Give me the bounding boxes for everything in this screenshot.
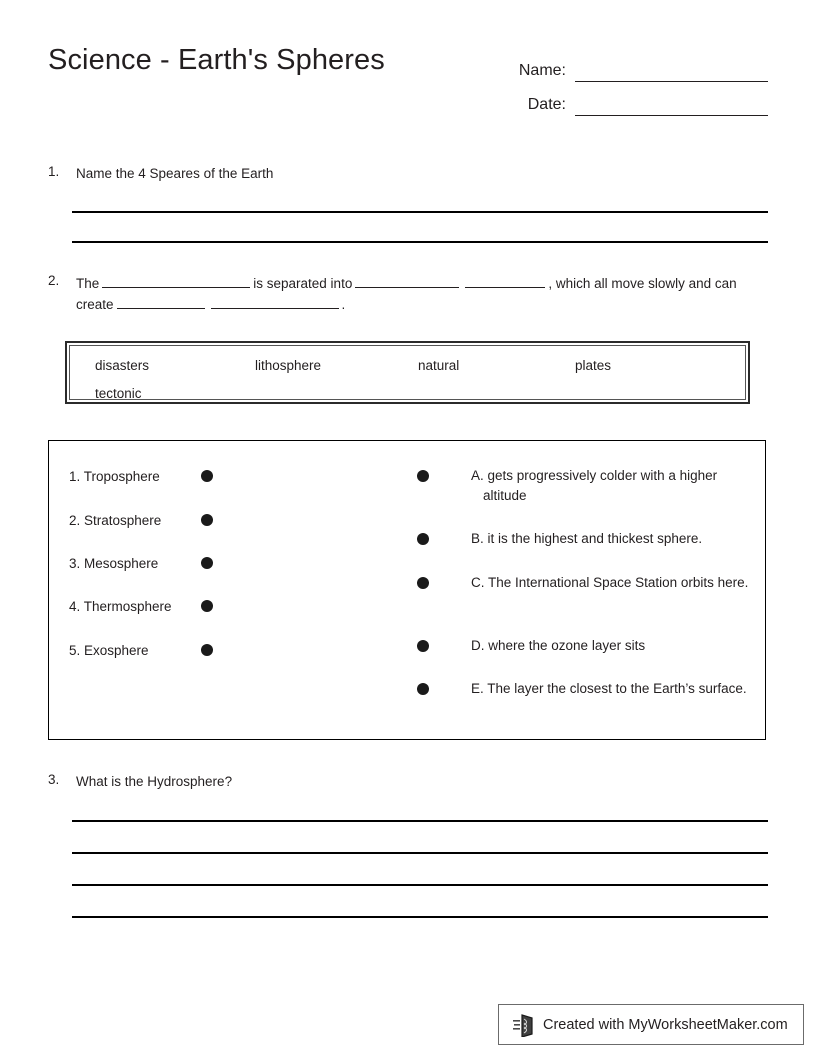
question-3-answer-line-3[interactable] — [72, 884, 768, 886]
matching-right-item-2[interactable] — [417, 573, 757, 594]
matching-dot-icon[interactable] — [417, 533, 429, 545]
question-2-blank-5[interactable] — [211, 295, 339, 309]
question-3-text: What is the Hydrosphere? — [76, 774, 233, 789]
matching-left-item-1[interactable] — [69, 510, 329, 530]
worksheet-header — [48, 44, 768, 124]
matching-left-item-4[interactable] — [69, 640, 329, 660]
matching-dot-wrap — [417, 636, 471, 657]
matching-right-item-1[interactable] — [417, 529, 757, 550]
question-2-blank-3[interactable] — [465, 274, 545, 288]
date-label: Date: — [527, 96, 566, 113]
matching-dot-icon[interactable] — [201, 600, 213, 612]
matching-exercise-box — [48, 440, 766, 740]
matching-right-label-4: E. The layer the closest to the Earth’s surface. — [471, 681, 747, 696]
question-1-text: Name the 4 Speares of the Earth — [76, 166, 274, 181]
word-bank-item-1: lithosphere — [255, 358, 322, 373]
matching-right-label-3: D. where the ozone layer sits — [471, 638, 646, 653]
matching-left-item-3[interactable] — [69, 596, 329, 616]
name-label: Name: — [518, 62, 566, 79]
matching-dot-icon[interactable] — [201, 644, 213, 656]
word-bank — [65, 341, 750, 404]
matching-right-item-0[interactable] — [417, 466, 757, 506]
matching-left-label-2: 3. Mesosphere — [69, 555, 159, 571]
matching-dot-icon[interactable] — [417, 577, 429, 589]
matching-right-item-4[interactable] — [417, 679, 757, 700]
matching-dot-wrap — [417, 573, 471, 594]
question-1-number: 1. — [48, 164, 60, 179]
word-bank-item-3: plates — [575, 358, 612, 373]
question-2-number: 2. — [48, 273, 60, 288]
matching-dot-wrap — [417, 466, 471, 487]
question-3-number: 3. — [48, 772, 60, 787]
matching-left-label-4: 5. Exosphere — [69, 642, 149, 658]
matching-dot-icon[interactable] — [201, 557, 213, 569]
word-bank-item-0: disasters — [95, 358, 150, 373]
question-3-answer-line-1[interactable] — [72, 820, 768, 822]
matching-right-column — [417, 441, 757, 739]
question-2-text — [76, 273, 768, 315]
question-2-blank-1[interactable] — [102, 274, 250, 288]
name-date-block — [498, 48, 768, 116]
footer-attribution-badge[interactable] — [498, 1004, 804, 1045]
question-2-blank-4[interactable] — [117, 295, 205, 309]
question-2-part-4: . — [341, 297, 346, 312]
question-1-answer-line-2[interactable] — [72, 241, 768, 243]
matching-left-label-1: 2. Stratosphere — [69, 512, 162, 528]
question-3-answer-line-2[interactable] — [72, 852, 768, 854]
date-field-row — [498, 82, 768, 116]
name-field-row — [498, 48, 768, 82]
worksheet-maker-logo-icon — [513, 1013, 535, 1037]
matching-right-label-2: C. The International Space Station orbits here. — [471, 575, 749, 590]
question-3-answer-line-4[interactable] — [72, 916, 768, 918]
name-input-line[interactable] — [575, 60, 768, 82]
question-2-blank-2[interactable] — [355, 274, 459, 288]
matching-right-item-3[interactable] — [417, 636, 757, 657]
word-bank-item-2: natural — [418, 358, 460, 373]
matching-right-label-1: B. it is the highest and thickest sphere. — [471, 531, 703, 546]
date-input-line[interactable] — [575, 94, 768, 116]
page-title: Science - Earth's Spheres — [48, 44, 385, 76]
question-2-part-3: , which all move slowly and can create — [76, 276, 737, 312]
question-2-part-1: The — [76, 276, 100, 291]
footer-attribution-text: Created with MyWorksheetMaker.com — [543, 1016, 788, 1033]
matching-dot-icon[interactable] — [417, 470, 429, 482]
matching-dot-wrap — [417, 679, 471, 700]
matching-left-column — [69, 441, 369, 739]
matching-left-label-0: 1. Troposphere — [69, 468, 160, 484]
question-1-answer-line-1[interactable] — [72, 211, 768, 213]
matching-left-item-0[interactable] — [69, 466, 329, 486]
matching-dot-icon[interactable] — [417, 683, 429, 695]
matching-right-label-0: A. gets progressively colder with a higher altitude — [471, 468, 718, 503]
matching-dot-wrap — [417, 529, 471, 550]
matching-left-label-3: 4. Thermosphere — [69, 598, 172, 614]
question-2-part-2: is separated into — [253, 276, 353, 291]
matching-left-item-2[interactable] — [69, 553, 329, 573]
matching-dot-icon[interactable] — [417, 640, 429, 652]
word-bank-item-4: tectonic — [95, 386, 142, 401]
matching-dot-icon[interactable] — [201, 470, 213, 482]
word-bank-inner-border — [69, 345, 746, 400]
matching-dot-icon[interactable] — [201, 514, 213, 526]
